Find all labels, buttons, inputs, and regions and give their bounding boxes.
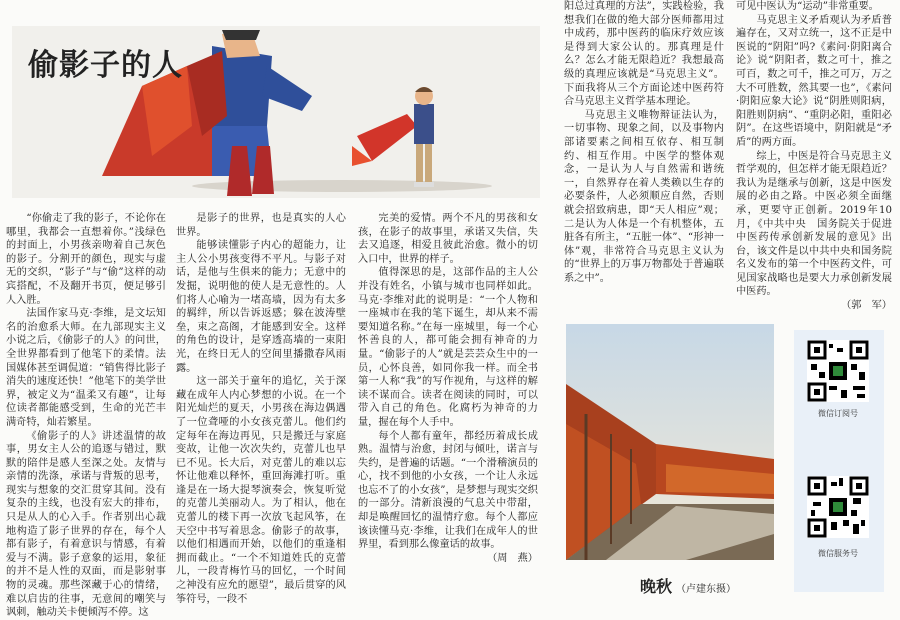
paragraph: 阳总过真理的方法”，实践检验，我想我们在做的绝大部分医师都用过中成药，那中医药的临床疗效应该是得到大家公认的。那真理是什么？怎么才能无限趋近？我想最高级的真理应该就是“马克思主义”。下面我将从三个方面论述中医药符合马克思主义哲学基本理论。 xyxy=(564,1,724,108)
paragraph: “你偷走了我的影子，不论你在哪里，我都会一直想着你。”浅绿色的封面上，小男孩亲吻着自己灰色的影子。分割开的颜色，现实与虚无的交织，“影子”与“偷”这样的动宾搭配，不及翻开书页，便足够引人入胜。 xyxy=(6,213,166,306)
paragraph: 是影子的世界，也是真实的人心世界。 xyxy=(176,213,346,238)
paragraph: 《偷影子的人》讲述温情的故事，男女主人公的追逐与错过，默默的陪伴是感人至深之处。友情与亲情的洗涤，承诺与背叛的思考，现实与想象的交汇贯穿其间。没有复杂的主线，也没有宏大的排布，只是从人的心入手。作者别出心裁地构造了影子世界的存在，每个人都有影子，有着意识与情感，有着爱与不满。影子意象的运用，象征的并不是人性的双面，而是影射事物的灵魂。那些深藏于心的情绪，难以启齿的往事，无意间的嘲笑与讽刺，触动关卡便倾泻不停。这 xyxy=(6,430,166,619)
autumn-trees-image xyxy=(566,324,774,560)
author-signature: （周 燕） xyxy=(487,552,538,564)
autumn-photo xyxy=(566,324,774,560)
article2-column-1 xyxy=(564,0,724,300)
qr-label-subscription: 微信订阅号 xyxy=(818,409,858,418)
article-title: 偷影子的人 xyxy=(28,48,183,83)
qr-label-service: 微信服务号 xyxy=(818,549,858,558)
paragraph: 综上，中医是符合马克思主义哲学观的，但怎样才能无限趋近？我认为是继承与创新，这是中医发展的必由之路。中医必须全面继承，更要守正创新。2019年10月，《中共中央 国务院关于促进中医药传承创新发展的意见》出台，该文件是以中共中央和国务院名义发布的第一个中医药文件，可见国家战略也是要大力承创新发展中医药。 xyxy=(736,150,892,298)
paragraph: 值得深思的是，这部作品的主人公并没有姓名，小镇与城市也同样如此。马克·李维对此的说明是：“一个人物和一座城市在我的笔下诞生，却从来不需要知道名称。”在每一座城里，每一个心怀善良的人，都可能会拥有神奇的力量。“偷影子的人”就是芸芸众生中的一员，心怀良善，如同你我一样。而全书第一人称“我”的写作视角，与这样的解读不谋而合。读者在阅读的同时，可以带入自己的角色。化腐朽为神奇的力量，握在每个人手中。 xyxy=(358,267,538,428)
author-signature: （郭 军） xyxy=(841,300,892,312)
hero-illustration xyxy=(12,26,540,198)
paragraph: 法国作家马克·李维，是文坛知名的治愈系大师。在九部现实主义小说之后，《偷影子的人》的问世，全世界都看到了他笔下的柔情。法国媒体甚至调侃道：“销售得比影子消失的速度还快！”他笔下的美学世界，被定义为“温柔又有趣”，让每位读者都能感受到，生命的光芒丰满奇特，灿若繁星。 xyxy=(6,308,166,428)
paragraph: 能够读懂影子内心的超能力，让主人公小男孩变得不平凡。与影子对话，是他与生俱来的能力；无意中的发掘，说明他的使人是无意性的。人们将人心喻为一堵高墙，因为有太多的羁绊，所以告诉返感；躲在波涛壁垒，束之高阁，才能感到安全。这样的角色的设计，是穿透高墙的一束阳光，在终日无人的空间里播撒春风雨露。 xyxy=(176,240,346,374)
photo-credit: （卢建东摄） xyxy=(676,584,737,595)
article1-column-1 xyxy=(6,212,166,619)
photo-caption xyxy=(640,574,736,597)
article1-column-3 xyxy=(358,212,538,602)
qr-code-icon xyxy=(807,476,869,538)
qr-code-service[interactable] xyxy=(807,476,869,538)
paragraph: 完美的爱情。两个不凡的男孩和女孩，在影子的故事里，承诺又失信，失去又追逐，相爱且彼此治愈。微小的切入口中，世界的样子。 xyxy=(358,213,538,265)
paragraph: 可见中医认为“运动”非常重要。 xyxy=(736,1,879,12)
paragraph: 每个人都有童年，都经历着成长成熟。温情与治愈，封闭与倾吐，诺言与失约，是普遍的话题。“一个滑稽演员的心，找不到他的小女孩，一个让人永远也忘不了的小女孩”，是梦想与现实交织的一部分。清新浪漫的气息关中带甜，却是唤醒回忆的温情疗愈。每个人都应该读懂马克·李维，让我们在成年人的世界里，看到那么像童话的故事。 xyxy=(358,430,538,551)
article1-column-2 xyxy=(176,212,346,605)
qr-code-subscription[interactable] xyxy=(807,340,869,402)
photo-title: 晚秋 xyxy=(640,577,673,596)
article2-column-2 xyxy=(736,0,892,312)
qr-code-icon xyxy=(807,340,869,402)
paragraph: 马克思主义矛盾观认为矛盾普遍存在，又对立统一，这不正是中医说的“阴阳”吗?《素问·阴阳离合论》说“阴阳者，数之可十，推之可百，数之可千，推之可万，万之大不可胜数，然其要一也”，《素问·阴阳应象大论》说“阴胜则阳病，阳胜则阴病”、“重阴必阳，重阳必阴”。在这些语境中，阴阳就是“矛盾”的两方面。 xyxy=(736,14,892,148)
paragraph: 马克思主义唯物辩证法认为，一切事物、现象之间，以及事物内部诸要素之间相互依存、相互制约、相互作用。中医学的整体观念，一是认为人与自然需和谐统一，自然界存在着人类赖以生存的必要条件，人必须顺应自然，否则就会招致病患，即“天人相应”观；二是认为人体是一个有机整体，五脏各有所主，“五脏一体”、“形神一体”观，非常符合马克思主义认为的“世界上的万事万物都处于普遍联系之中”。 xyxy=(564,109,724,284)
paragraph: 这一部关于童年的追忆，关于深藏在成年人内心梦想的小说。在一个阳光灿烂的夏天，小男孩在海边偶遇了一位聋哑的小女孩克蕾儿。他们约定每年在海边再见，只是搬迁与家庭变故，让他一次次失约，克蕾儿也早已不见。长大后，对克蕾儿的难以忘怀让他难以释怀，重回海滩打听。重逢是在一场大提琴演奏会，恢复听觉的克蕾儿美丽动人。为了相认，他在克蕾儿的楼下再一次放飞起风筝，在天空中书写着思念。偷影子的故事，以他们相遇而开始，以他们的重逢相拥而截止。“一个不知道姓氏的克蕾儿，一段青梅竹马的回忆，一个时间之神没有应允的愿望”，最后贯穿的风筝符号，一段不 xyxy=(176,376,346,605)
